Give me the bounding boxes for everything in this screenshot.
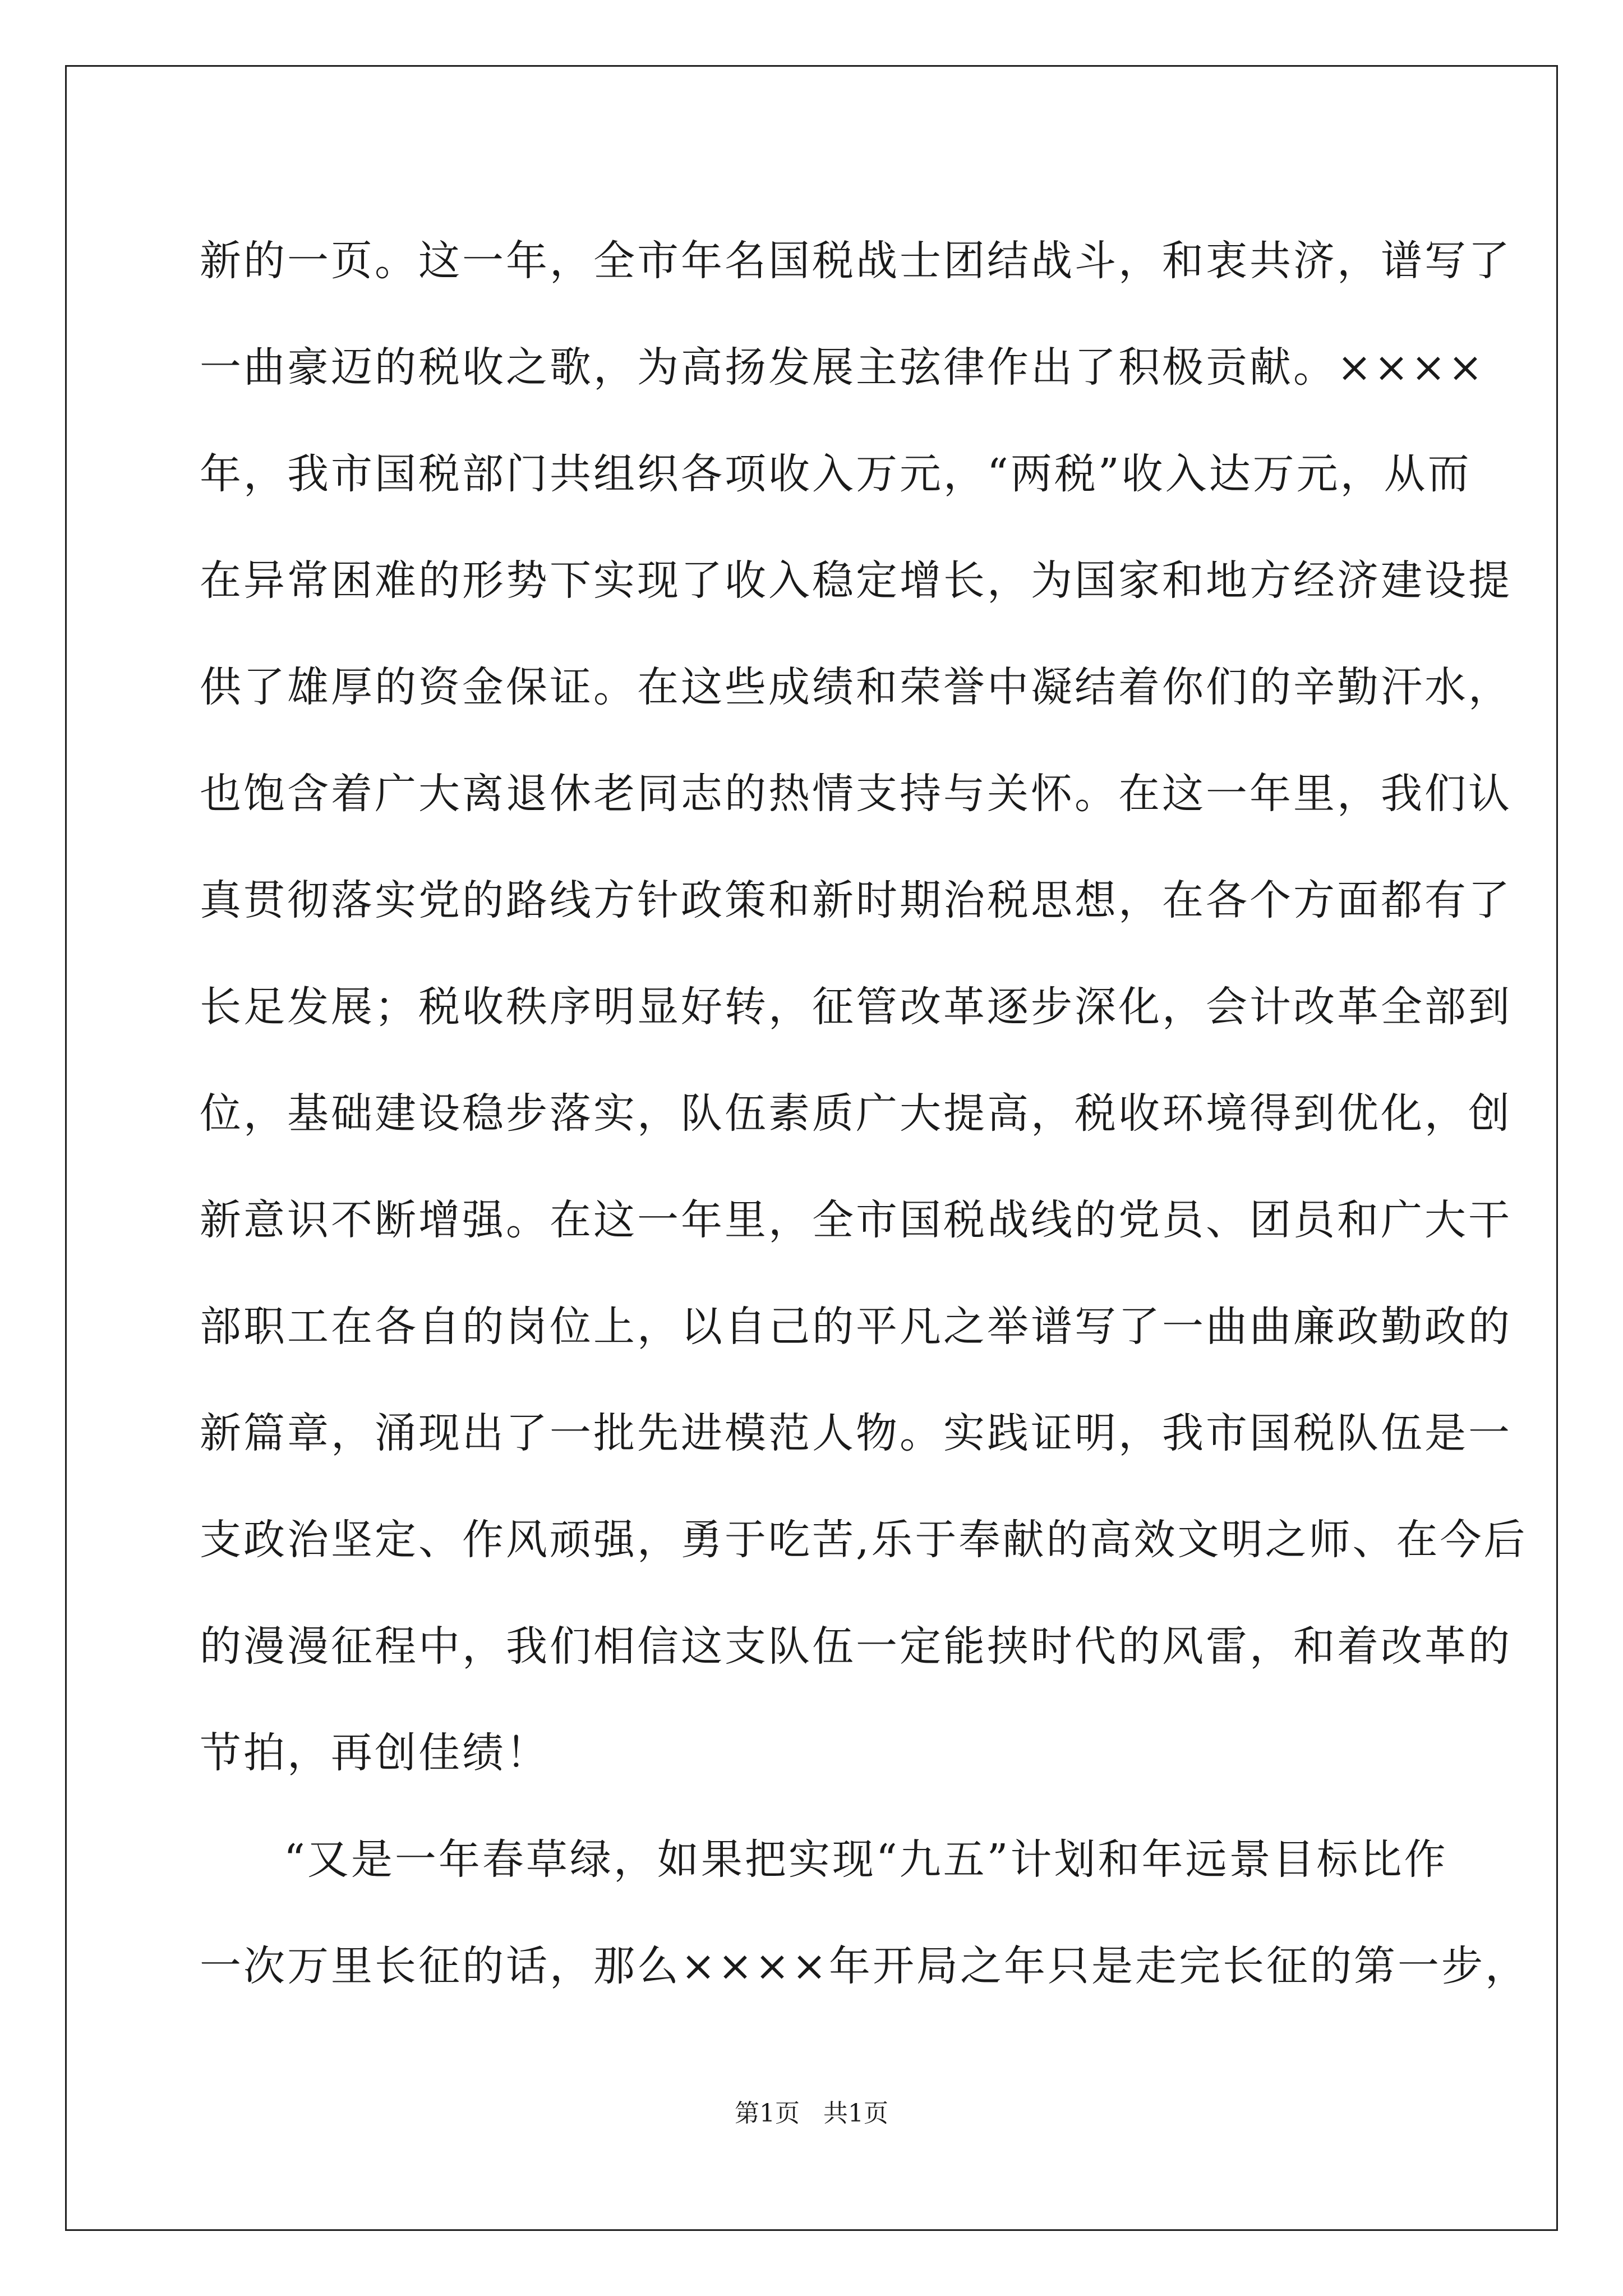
text-line: 新篇章，涌现出了一批先进模范人物。实践证明，我市国税队伍是一: [200, 1409, 1512, 1457]
text-line: 新意识不断增强。在这一年里，全市国税战线的党员、团员和广大干: [200, 1196, 1512, 1244]
document-body: [200, 208, 1529, 2019]
text-line: 位，基础建设稳步落实，队伍素质广大提高，税收环境得到优化，创: [200, 1089, 1512, 1138]
text-line: 支政治坚定、作风顽强，勇于吃苦,乐于奉献的高效文明之师、在今后: [200, 1516, 1528, 1564]
text-line: 年，我市国税部门共组织各项收入万元，“两税”收入达万元，从而: [200, 450, 1472, 498]
text-line: 也饱含着广大离退休老同志的热情支持与关怀。在这一年里，我们认: [200, 770, 1512, 818]
page-number-footer: 第1页 共1页: [735, 2099, 888, 2128]
text-line: 新的一页。这一年，全市年名国税战士团结战斗，和衷共济，谱写了: [200, 237, 1512, 285]
text-line: 真贯彻落实党的路线方针政策和新时期治税思想，在各个方面都有了: [200, 876, 1512, 924]
text-line: “又是一年春草绿，如果把实现“九五”计划和年远景目标比作: [284, 1835, 1448, 1884]
text-line: 一曲豪迈的税收之歌，为高扬发展主弦律作出了积极贡献。××××: [200, 343, 1486, 392]
text-line: 供了雄厚的资金保证。在这些成绩和荣誉中凝结着你们的辛勤汗水，: [200, 663, 1512, 711]
text-line: 长足发展；税收秩序明显好转，征管改革逐步深化，会计改革全部到: [200, 983, 1512, 1031]
text-line: 的漫漫征程中，我们相信这支队伍一定能挟时代的风雷，和着改革的: [200, 1622, 1512, 1671]
text-line: 部职工在各自的岗位上，以自己的平凡之举谱写了一曲曲廉政勤政的: [200, 1303, 1512, 1351]
text-line: 在异常困难的形势下实现了收入稳定增长，为国家和地方经济建设提: [200, 556, 1512, 605]
text-line: 节拍，再创佳绩！: [200, 1729, 550, 1777]
text-line: 一次万里长征的话，那么××××年开局之年只是走完长征的第一步，: [200, 1942, 1529, 1990]
